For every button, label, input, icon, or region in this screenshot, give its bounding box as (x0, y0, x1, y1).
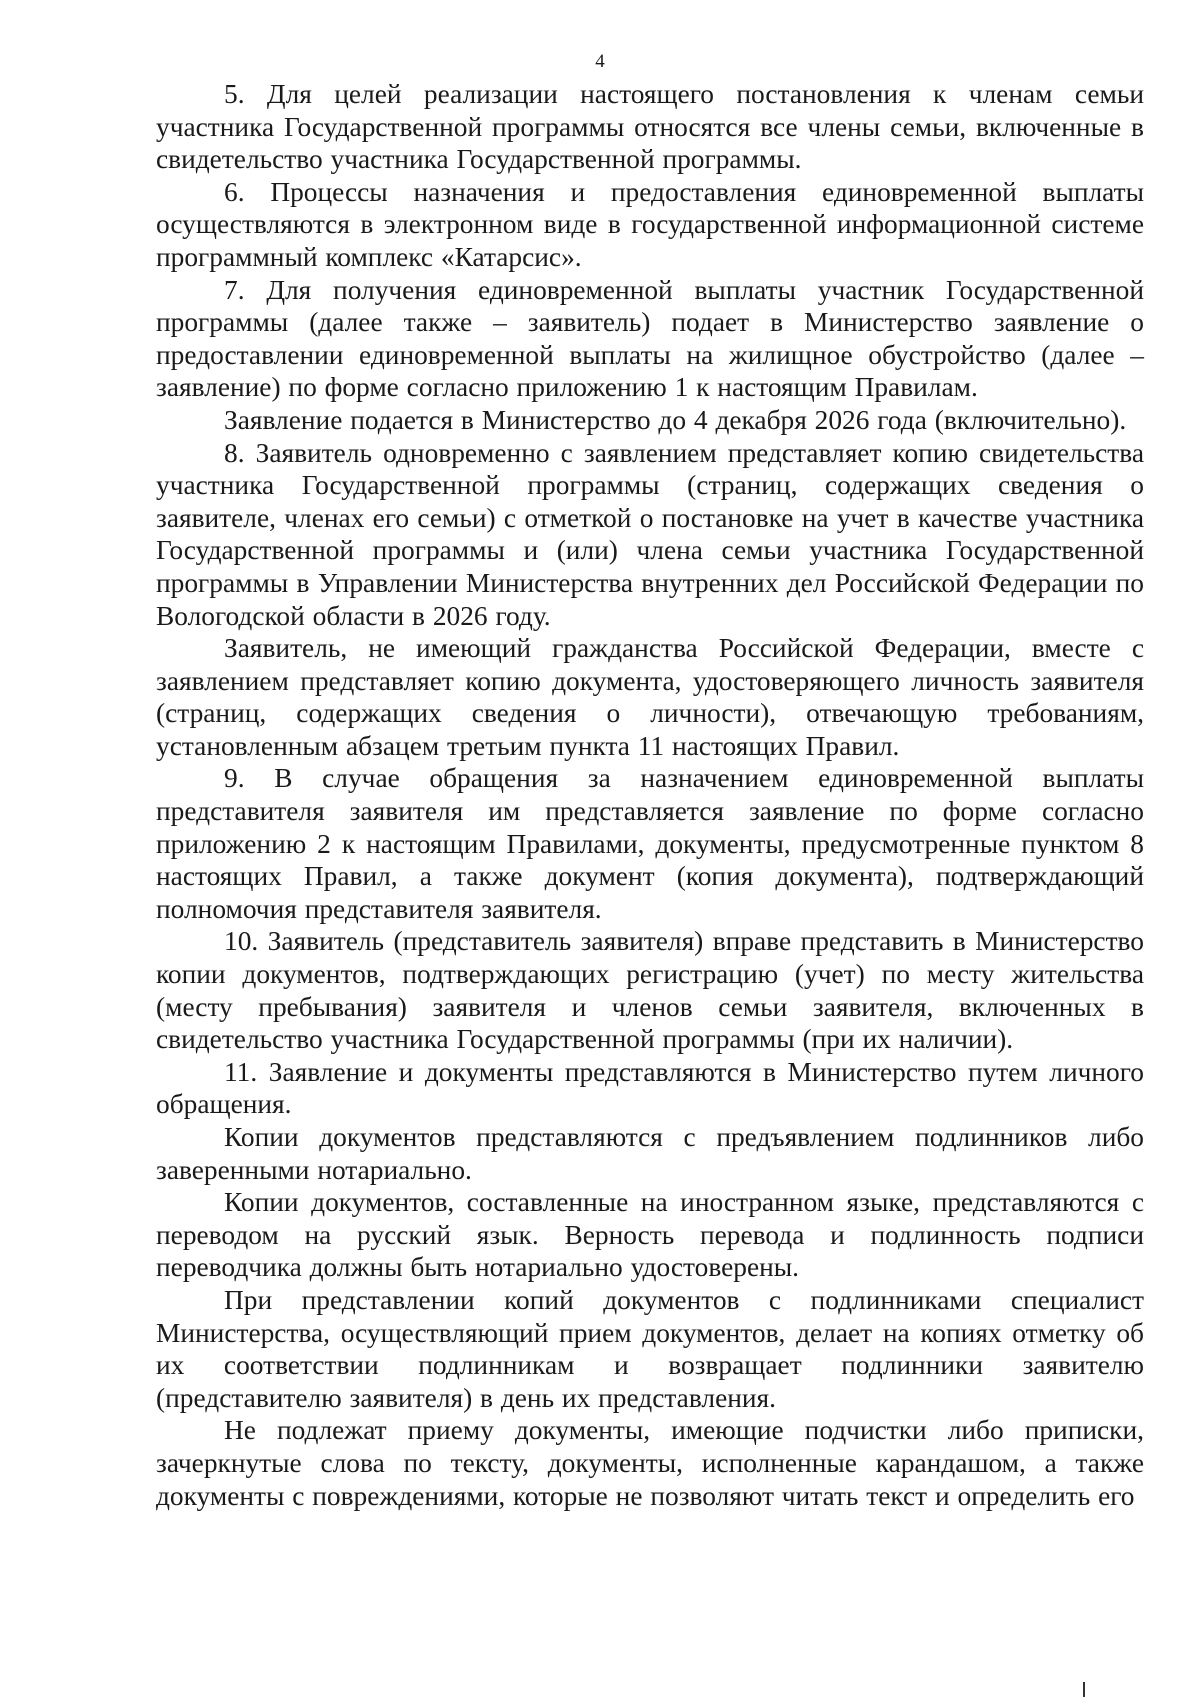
paragraph-11-copies: Копии документов представляются с предъявлением подлинников либо заверенными нотариально. (156, 1122, 1144, 1185)
paragraph-7-deadline: Заявление подается в Министерство до 4 декабря 2026 года (включительно). (224, 404, 1127, 435)
scan-mark (1083, 1682, 1085, 1697)
paragraph-5: 5. Для целей реализации настоящего постановления к членам семьи участника Государственной программы относятся все члены семьи, включенные в свидетельство участника Государственной программы. (156, 79, 1144, 175)
paragraph-11-rejection: Не подлежат приему документы, имеющие подчистки либо приписки, зачеркнутые слова по тексту, документы, исполненные карандашом, а также документы с повреждениями, которые не позволяют читать текст и определить его (156, 1415, 1144, 1511)
paragraph-11: 11. Заявление и документы представляются в Министерство путем личного обращения. (156, 1056, 1144, 1120)
page-number: 4 (595, 51, 605, 72)
paragraph-11-verification: При представлении копий документов с подлинниками специалист Министерства, осуществляющий прием документов, делает на копиях отметку об их соответствии подлинникам и возвращает подлинники заявителю (представителю заявителя) в день их представления. (156, 1284, 1144, 1413)
document-body (156, 78, 1144, 1512)
paragraph-9: 9. В случае обращения за назначением единовременной выплаты представителя заявителя им представляется заявление по форме согласно приложению 2 к настоящим Правилами, документы, предусмотренные пунктом 8 настоящих Правил, а также документ (копия документа), подтверждающий полномочия представителя заявителя. (156, 763, 1144, 924)
paragraph-8: 8. Заявитель одновременно с заявлением представляет копию свидетельства участника Государственной программы (страниц, содержащих сведения о заявителе, членах его семьи) с отметкой о постановке на учет в качестве участника Государственной программы и (или) члена семьи участника Государственной программы в Управлении Министерства внутренних дел Российской Федерации по Вологодской области в 2026 году. (156, 437, 1144, 631)
paragraph-11-translation: Копии документов, составленные на иностранном языке, представляются с переводом на русский язык. Верность перевода и подлинность подписи переводчика должны быть нотариально удостоверены. (156, 1187, 1144, 1283)
paragraph-10: 10. Заявитель (представитель заявителя) вправе представить в Министерство копии документов, подтверждающих регистрацию (учет) по месту жительства (месту пребывания) заявителя и членов семьи заявителя, включенных в свидетельство участника Государственной программы (при их наличии). (156, 926, 1144, 1055)
paragraph-8-noncitizen: Заявитель, не имеющий гражданства Российской Федерации, вместе с заявлением представляет копию документа, удостоверяющего личность заявителя (страниц, содержащих сведения о личности), отвечающую требованиям, установленным абзацем третьим пункта 11 настоящих Правил. (156, 633, 1144, 761)
paragraph-6: 6. Процессы назначения и предоставления единовременной выплаты осуществляются в электронном виде в государственной информационной системе программный комплекс «Катарсис». (156, 176, 1144, 272)
paragraph-7: 7. Для получения единовременной выплаты участник Государственной программы (далее также – заявитель) подает в Министерство заявление о предоставлении единовременной выплаты на жилищное обустройство (далее – заявление) по форме согласно приложению 1 к настоящим Правилам. (156, 274, 1144, 403)
